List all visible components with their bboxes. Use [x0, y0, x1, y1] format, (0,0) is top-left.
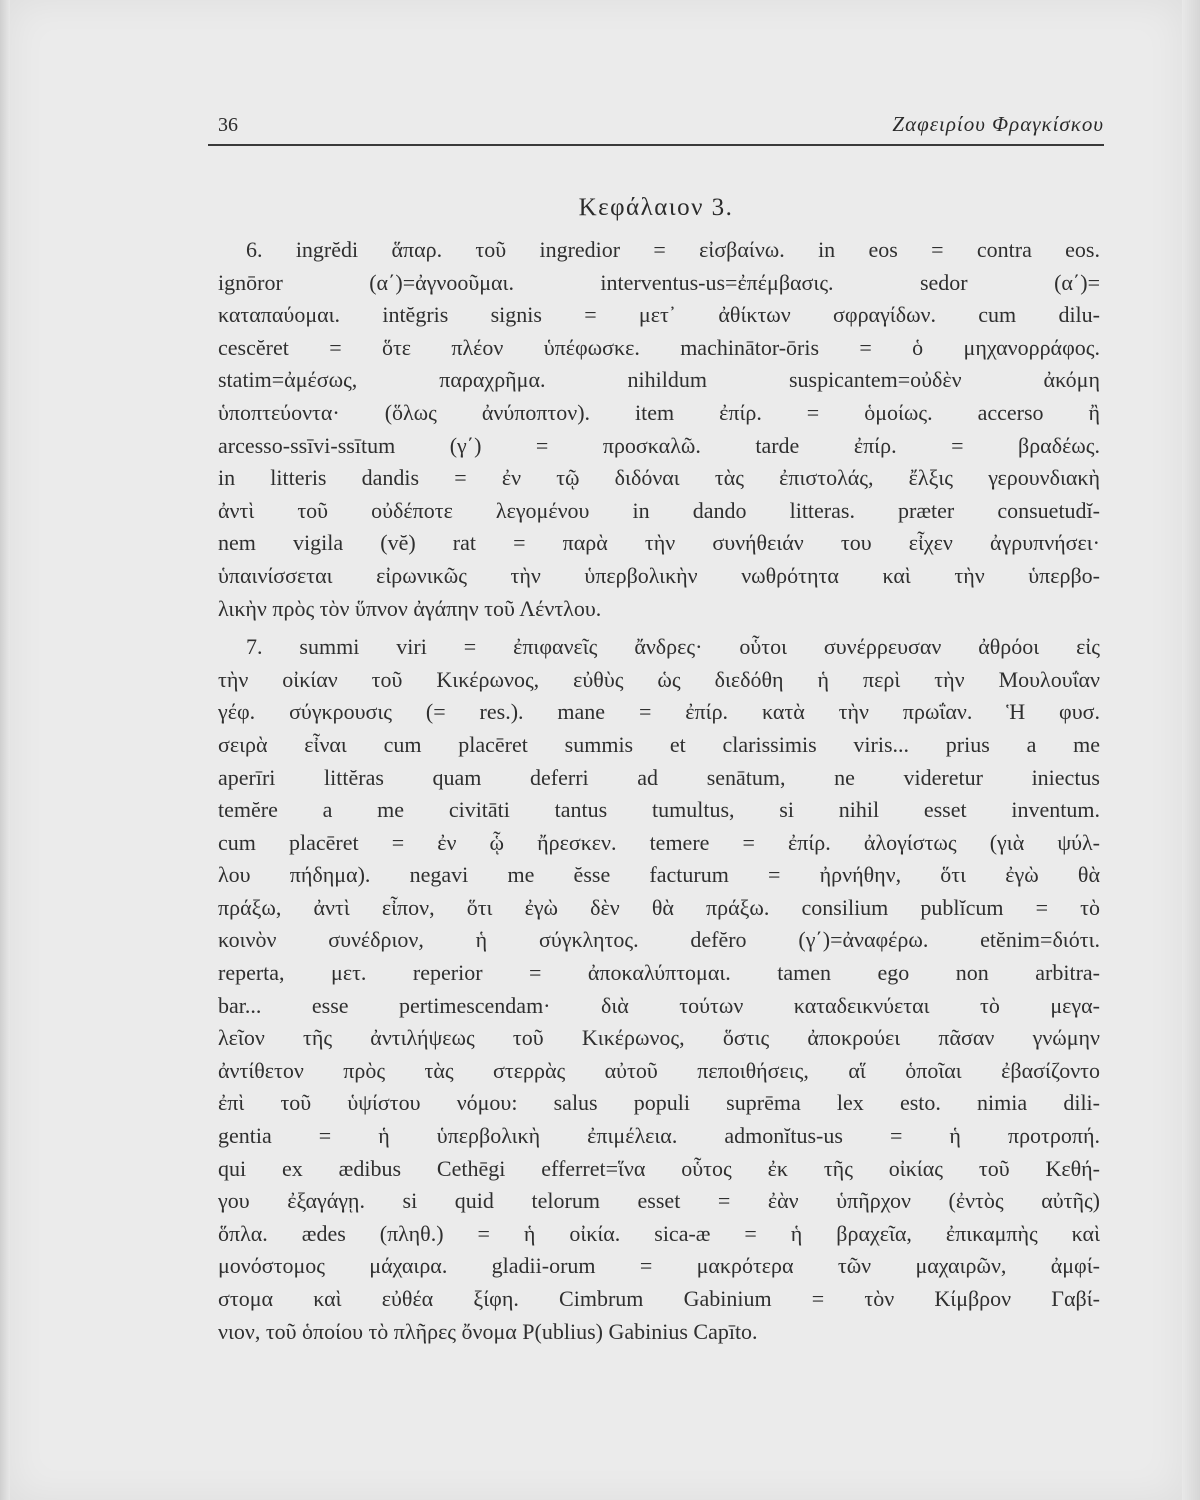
text-line: arcesso-ssīvi-ssītum (γ΄) = προσκαλῶ. tarde ἐπίρ. = βραδέως. [218, 432, 1100, 458]
text-line: statim=ἀμέσως, παραχρῆμα. nihildum suspicantem=οὐδὲν ἀκόμη [218, 367, 1100, 393]
text-line: κοινὸν συνέδριον, ἡ σύγκλητος. defĕro (γ΄)=ἀναφέρω. etĕnim=διότι. [218, 927, 1100, 953]
text-line: σειρὰ εἶναι cum placēret summis et clarissimis viris... prius a me [218, 731, 1100, 757]
text-line: aperīri littĕras quam deferri ad senātum, ne videretur iniectus [218, 764, 1100, 790]
text-line: λεῖον τῆς ἀντιλήψεως τοῦ Κικέρωνος, ὅστις ἀποκρούει πᾶσαν γνώμην [218, 1025, 1100, 1051]
text-line: ὑπαινίσσεται εἰρωνικῶς τὴν ὑπερβολικὴν νωθρότητα καὶ τὴν ὑπερβο- [218, 562, 1100, 588]
text-line: ἐπὶ τοῦ ὑψίστου νόμου: salus populi suprēma lex esto. nimia dili- [218, 1090, 1100, 1116]
text-line: τὴν οἰκίαν τοῦ Κικέρωνος, εὐθὺς ὡς διεδόθη ἡ περὶ τὴν Μουλουΐαν [218, 666, 1100, 692]
text-line: λικὴν πρὸς τὸν ὕπνον ἀγάπην τοῦ Λέντλου. [218, 595, 602, 621]
text-line: καταπαύομαι. intĕgris signis = μετ᾽ ἀθίκτων σφραγίδων. cum dilu- [218, 302, 1100, 328]
commentary-text [218, 234, 1100, 1354]
text-line: στομα καὶ εὐθέα ξίφη. Cimbrum Gabinium = τὸν Κίμβρον Γαβί- [218, 1286, 1100, 1311]
text-line: λου πήδημα). negavi me ĕsse facturum = ἠρνήθην, ὅτι ἐγὼ θὰ [218, 862, 1100, 888]
text-line: ἀντίθετον πρὸς τὰς στερρὰς αὐτοῦ πεποιθήσεις, αἵ ὁποῖαι ἐβασίζοντο [218, 1057, 1100, 1083]
paragraph-7 [218, 631, 1100, 1348]
running-head-author: Ζαφειρίου Φραγκίσκου [892, 112, 1104, 136]
text-line: ignōror (α΄)=ἀγνοοῦμαι. interventus-us=ἐπέμβασις. sedor (α΄)= [218, 269, 1100, 295]
text-line: cum placēret = ἐν ᾧ ἤρεσκεν. temere = ἐπίρ. ἀλογίστως (γιὰ ψύλ- [218, 829, 1100, 855]
text-line: cescĕret = ὅτε πλέον ὑπέφωσκε. machinātor-ōris = ὁ μηχανορράφος. [218, 334, 1100, 360]
text-line: μονόστομος μάχαιρα. gladii-orum = μακρότερα τῶν μαχαιρῶν, ἀμφί- [218, 1253, 1100, 1279]
text-line: ἀντὶ τοῦ οὐδέποτε λεγομένου in dando litteras. præter consuetudĭ- [218, 497, 1100, 523]
text-line: 6. ingrĕdi ἅπαρ. τοῦ ingredior = εἰσβαίνω. in eos = contra eos. [246, 237, 1100, 262]
text-line: γέφ. σύγκρουσις (= res.). mane = ἐπίρ. κατὰ τὴν πρωΐαν. Ἡ φυσ. [218, 699, 1100, 725]
text-line: γου ἐξαγάγῃ. si quid telorum esset = ἐὰν ὑπῆρχον (ἐντὸς αὐτῆς) [218, 1188, 1100, 1214]
text-line: bar... esse pertimescendam· διὰ τούτων καταδεικνύεται τὸ μεγα- [218, 992, 1100, 1018]
text-line: temĕre a me civitāti tantus tumultus, si nihil esset inventum. [218, 797, 1100, 823]
text-line: ὅπλα. ædes (πληθ.) = ἡ οἰκία. sica-æ = ἡ βραχεῖα, ἐπικαμπὴς καὶ [218, 1220, 1100, 1246]
text-line: πράξω, ἀντὶ εἶπον, ὅτι ἐγὼ δὲν θὰ πράξω. consilium publĭcum = τὸ [218, 894, 1100, 920]
text-line: qui ex ædibus Cethēgi efferret=ἵνα οὗτος ἐκ τῆς οἰκίας τοῦ Κεθή- [218, 1155, 1100, 1181]
text-line: ὑποπτεύοντα· (ὅλως ἀνύποπτον). item ἐπίρ. = ὁμοίως. accerso ἢ [218, 399, 1100, 425]
text-line: 7. summi viri = ἐπιφανεῖς ἄνδρες· οὗτοι συνέρρευσαν ἀθρόοι εἰς [246, 634, 1100, 660]
text-line: nem vigila (vĕ) rat = παρὰ τὴν συνήθειάν του εἶχεν ἀγρυπνήσει· [218, 530, 1100, 556]
paragraph-6 [218, 234, 1100, 625]
text-line: gentia = ἡ ὑπερβολικὴ ἐπιμέλεια. admonĭtus-us = ἡ προτροπή. [218, 1123, 1100, 1149]
page-number: 36 [218, 114, 238, 136]
text-line: νιον, τοῦ ὁποίου τὸ πλῆρες ὄνομα P(ublius) Gabinius Capīto. [218, 1318, 758, 1344]
text-line: reperta, μετ. reperior = ἀποκαλύπτομαι. tamen ego non arbitra- [218, 960, 1100, 986]
running-head [208, 108, 1104, 146]
text-line: in litteris dandis = ἐν τῷ διδόναι τὰς ἐπιστολάς, ἔλξις γερουνδιακὴ [218, 465, 1100, 491]
chapter-title: Κεφάλαιον 3. [578, 194, 734, 221]
